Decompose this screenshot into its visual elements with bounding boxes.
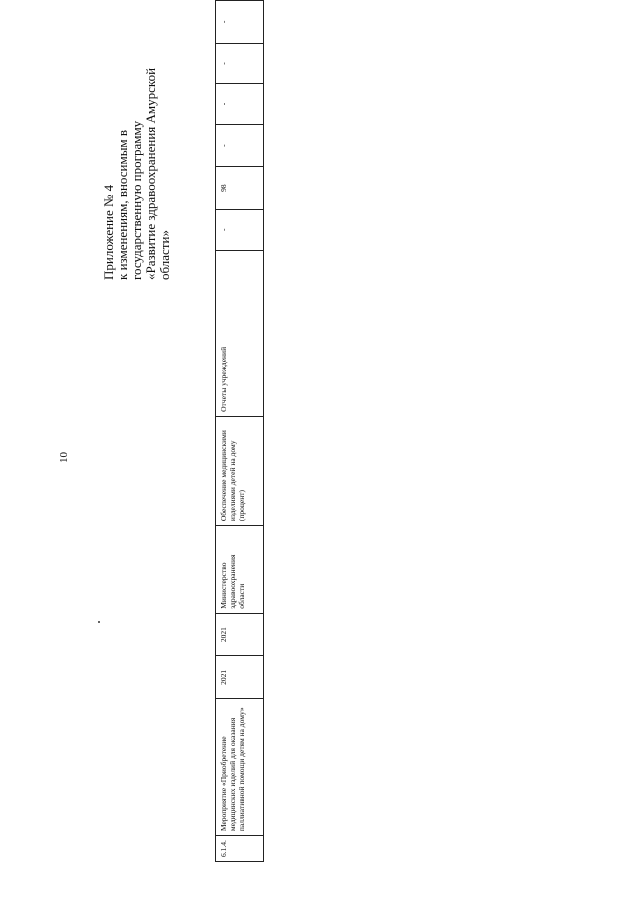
value-3: -: [216, 124, 264, 167]
appendix-line-3: государственную программу: [129, 120, 144, 280]
value-1: -: [216, 209, 264, 250]
table-row: [216, 1, 264, 862]
appendix-header: [102, 10, 172, 280]
appendix-line-2: к изменениям, вносимым в: [115, 129, 130, 280]
start-year: 2021: [216, 656, 264, 699]
measures-table: [215, 0, 264, 862]
appendix-line-1: Приложение № 4: [101, 184, 116, 280]
value-5: -: [216, 43, 264, 84]
page-number: 10: [58, 452, 70, 463]
indicator: Обеспечение медицинскими изделиями детей на дому (процент): [216, 416, 264, 525]
value-4: -: [216, 84, 264, 125]
data-source: Отчеты учреждений: [216, 250, 264, 416]
appendix-line-4: «Развитие здравоохранения Амурской: [143, 67, 158, 280]
measure-name: Мероприятие «Приобретение медицинских изделий для оказания паллиативной помощи детям на дому»: [216, 699, 264, 836]
appendix-line-5: области»: [157, 230, 172, 280]
end-year: 2021: [216, 613, 264, 656]
executor: Министерство здравоохранения области: [216, 526, 264, 614]
scan-speck: [98, 621, 100, 623]
value-2: 98: [216, 167, 264, 210]
row-number: 6.1.4.: [216, 836, 264, 862]
value-6: -: [216, 1, 264, 44]
